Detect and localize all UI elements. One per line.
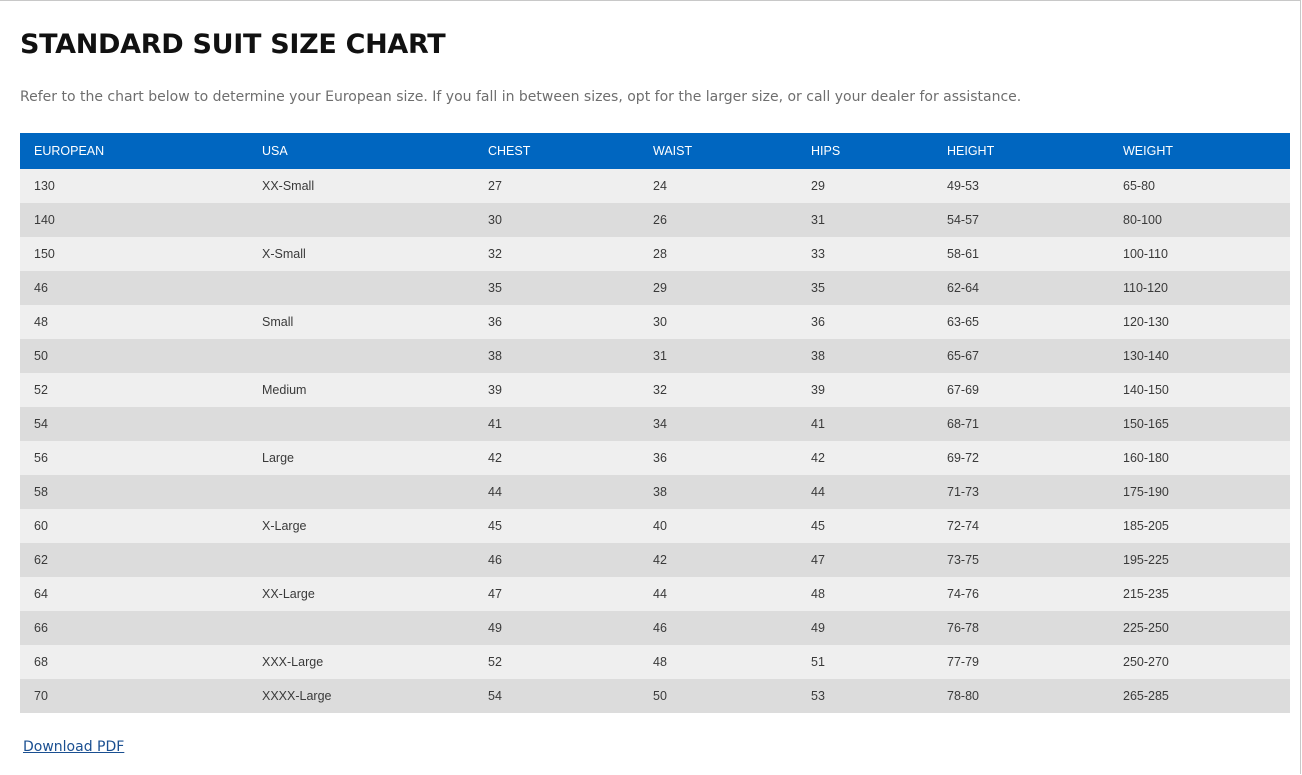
column-header-hips: HIPS bbox=[797, 133, 933, 169]
table-row bbox=[20, 475, 1290, 509]
table-header-row bbox=[20, 133, 1290, 169]
cell-weight: 265-285 bbox=[1109, 679, 1290, 713]
cell-waist: 31 bbox=[639, 339, 797, 373]
cell-weight: 65-80 bbox=[1109, 169, 1290, 203]
cell-usa bbox=[248, 611, 474, 645]
cell-height: 78-80 bbox=[933, 679, 1109, 713]
table-row bbox=[20, 679, 1290, 713]
cell-usa bbox=[248, 339, 474, 373]
cell-waist: 46 bbox=[639, 611, 797, 645]
cell-usa: XX-Small bbox=[248, 169, 474, 203]
cell-chest: 30 bbox=[474, 203, 639, 237]
cell-hips: 36 bbox=[797, 305, 933, 339]
cell-height: 54-57 bbox=[933, 203, 1109, 237]
table-row bbox=[20, 203, 1290, 237]
table-row bbox=[20, 271, 1290, 305]
column-header-chest: CHEST bbox=[474, 133, 639, 169]
cell-weight: 185-205 bbox=[1109, 509, 1290, 543]
cell-waist: 48 bbox=[639, 645, 797, 679]
cell-chest: 41 bbox=[474, 407, 639, 441]
cell-weight: 225-250 bbox=[1109, 611, 1290, 645]
download-pdf-link[interactable]: Download PDF bbox=[23, 739, 125, 755]
cell-waist: 34 bbox=[639, 407, 797, 441]
cell-hips: 45 bbox=[797, 509, 933, 543]
cell-weight: 150-165 bbox=[1109, 407, 1290, 441]
cell-hips: 35 bbox=[797, 271, 933, 305]
cell-chest: 49 bbox=[474, 611, 639, 645]
cell-hips: 47 bbox=[797, 543, 933, 577]
cell-hips: 44 bbox=[797, 475, 933, 509]
cell-european: 64 bbox=[20, 577, 248, 611]
cell-european: 68 bbox=[20, 645, 248, 679]
cell-waist: 29 bbox=[639, 271, 797, 305]
cell-waist: 38 bbox=[639, 475, 797, 509]
cell-european: 58 bbox=[20, 475, 248, 509]
cell-height: 58-61 bbox=[933, 237, 1109, 271]
cell-usa: XX-Large bbox=[248, 577, 474, 611]
table-row bbox=[20, 577, 1290, 611]
column-header-waist: WAIST bbox=[639, 133, 797, 169]
cell-usa: Large bbox=[248, 441, 474, 475]
cell-usa: X-Small bbox=[248, 237, 474, 271]
cell-usa bbox=[248, 475, 474, 509]
cell-height: 77-79 bbox=[933, 645, 1109, 679]
cell-weight: 80-100 bbox=[1109, 203, 1290, 237]
table-row bbox=[20, 441, 1290, 475]
size-chart-table bbox=[20, 133, 1290, 713]
cell-hips: 53 bbox=[797, 679, 933, 713]
cell-european: 60 bbox=[20, 509, 248, 543]
cell-hips: 48 bbox=[797, 577, 933, 611]
cell-height: 67-69 bbox=[933, 373, 1109, 407]
cell-hips: 38 bbox=[797, 339, 933, 373]
table-row bbox=[20, 543, 1290, 577]
cell-chest: 38 bbox=[474, 339, 639, 373]
cell-usa: X-Large bbox=[248, 509, 474, 543]
cell-hips: 51 bbox=[797, 645, 933, 679]
cell-usa: XXXX-Large bbox=[248, 679, 474, 713]
cell-waist: 36 bbox=[639, 441, 797, 475]
cell-chest: 27 bbox=[474, 169, 639, 203]
cell-height: 62-64 bbox=[933, 271, 1109, 305]
table-row bbox=[20, 237, 1290, 271]
cell-waist: 28 bbox=[639, 237, 797, 271]
cell-waist: 40 bbox=[639, 509, 797, 543]
cell-hips: 31 bbox=[797, 203, 933, 237]
column-header-european: EUROPEAN bbox=[20, 133, 248, 169]
cell-height: 73-75 bbox=[933, 543, 1109, 577]
table-body bbox=[20, 169, 1290, 713]
cell-waist: 42 bbox=[639, 543, 797, 577]
cell-weight: 160-180 bbox=[1109, 441, 1290, 475]
cell-european: 48 bbox=[20, 305, 248, 339]
cell-weight: 140-150 bbox=[1109, 373, 1290, 407]
cell-height: 49-53 bbox=[933, 169, 1109, 203]
cell-waist: 24 bbox=[639, 169, 797, 203]
cell-usa: Small bbox=[248, 305, 474, 339]
column-header-height: HEIGHT bbox=[933, 133, 1109, 169]
cell-chest: 54 bbox=[474, 679, 639, 713]
cell-european: 52 bbox=[20, 373, 248, 407]
cell-hips: 39 bbox=[797, 373, 933, 407]
column-header-usa: USA bbox=[248, 133, 474, 169]
intro-text: Refer to the chart below to determine your European size. If you fall in between sizes, opt for the larger size, or call your dealer for assistance. bbox=[20, 89, 1022, 105]
cell-chest: 39 bbox=[474, 373, 639, 407]
cell-waist: 50 bbox=[639, 679, 797, 713]
cell-hips: 41 bbox=[797, 407, 933, 441]
cell-hips: 29 bbox=[797, 169, 933, 203]
cell-height: 74-76 bbox=[933, 577, 1109, 611]
cell-weight: 175-190 bbox=[1109, 475, 1290, 509]
cell-european: 150 bbox=[20, 237, 248, 271]
cell-usa: XXX-Large bbox=[248, 645, 474, 679]
cell-waist: 44 bbox=[639, 577, 797, 611]
cell-height: 65-67 bbox=[933, 339, 1109, 373]
cell-chest: 36 bbox=[474, 305, 639, 339]
cell-european: 140 bbox=[20, 203, 248, 237]
table-row bbox=[20, 169, 1290, 203]
table-row bbox=[20, 645, 1290, 679]
cell-hips: 33 bbox=[797, 237, 933, 271]
cell-height: 69-72 bbox=[933, 441, 1109, 475]
table-row bbox=[20, 305, 1290, 339]
cell-weight: 195-225 bbox=[1109, 543, 1290, 577]
cell-european: 54 bbox=[20, 407, 248, 441]
cell-hips: 49 bbox=[797, 611, 933, 645]
cell-chest: 46 bbox=[474, 543, 639, 577]
cell-chest: 52 bbox=[474, 645, 639, 679]
cell-european: 70 bbox=[20, 679, 248, 713]
cell-chest: 42 bbox=[474, 441, 639, 475]
cell-weight: 110-120 bbox=[1109, 271, 1290, 305]
table-row bbox=[20, 373, 1290, 407]
cell-usa bbox=[248, 271, 474, 305]
cell-chest: 47 bbox=[474, 577, 639, 611]
cell-european: 62 bbox=[20, 543, 248, 577]
cell-weight: 215-235 bbox=[1109, 577, 1290, 611]
cell-chest: 32 bbox=[474, 237, 639, 271]
cell-usa bbox=[248, 543, 474, 577]
cell-european: 50 bbox=[20, 339, 248, 373]
cell-weight: 250-270 bbox=[1109, 645, 1290, 679]
cell-chest: 45 bbox=[474, 509, 639, 543]
cell-usa bbox=[248, 203, 474, 237]
cell-hips: 42 bbox=[797, 441, 933, 475]
cell-european: 46 bbox=[20, 271, 248, 305]
cell-height: 63-65 bbox=[933, 305, 1109, 339]
cell-chest: 44 bbox=[474, 475, 639, 509]
cell-weight: 100-110 bbox=[1109, 237, 1290, 271]
cell-waist: 30 bbox=[639, 305, 797, 339]
table-row bbox=[20, 509, 1290, 543]
cell-waist: 26 bbox=[639, 203, 797, 237]
cell-usa bbox=[248, 407, 474, 441]
cell-european: 130 bbox=[20, 169, 248, 203]
table-row bbox=[20, 611, 1290, 645]
column-header-weight: WEIGHT bbox=[1109, 133, 1290, 169]
cell-weight: 130-140 bbox=[1109, 339, 1290, 373]
cell-european: 56 bbox=[20, 441, 248, 475]
cell-european: 66 bbox=[20, 611, 248, 645]
table-row bbox=[20, 407, 1290, 441]
table-row bbox=[20, 339, 1290, 373]
cell-height: 71-73 bbox=[933, 475, 1109, 509]
page-title: STANDARD SUIT SIZE CHART bbox=[20, 29, 446, 60]
cell-weight: 120-130 bbox=[1109, 305, 1290, 339]
cell-height: 72-74 bbox=[933, 509, 1109, 543]
cell-waist: 32 bbox=[639, 373, 797, 407]
cell-height: 68-71 bbox=[933, 407, 1109, 441]
cell-usa: Medium bbox=[248, 373, 474, 407]
cell-chest: 35 bbox=[474, 271, 639, 305]
cell-height: 76-78 bbox=[933, 611, 1109, 645]
